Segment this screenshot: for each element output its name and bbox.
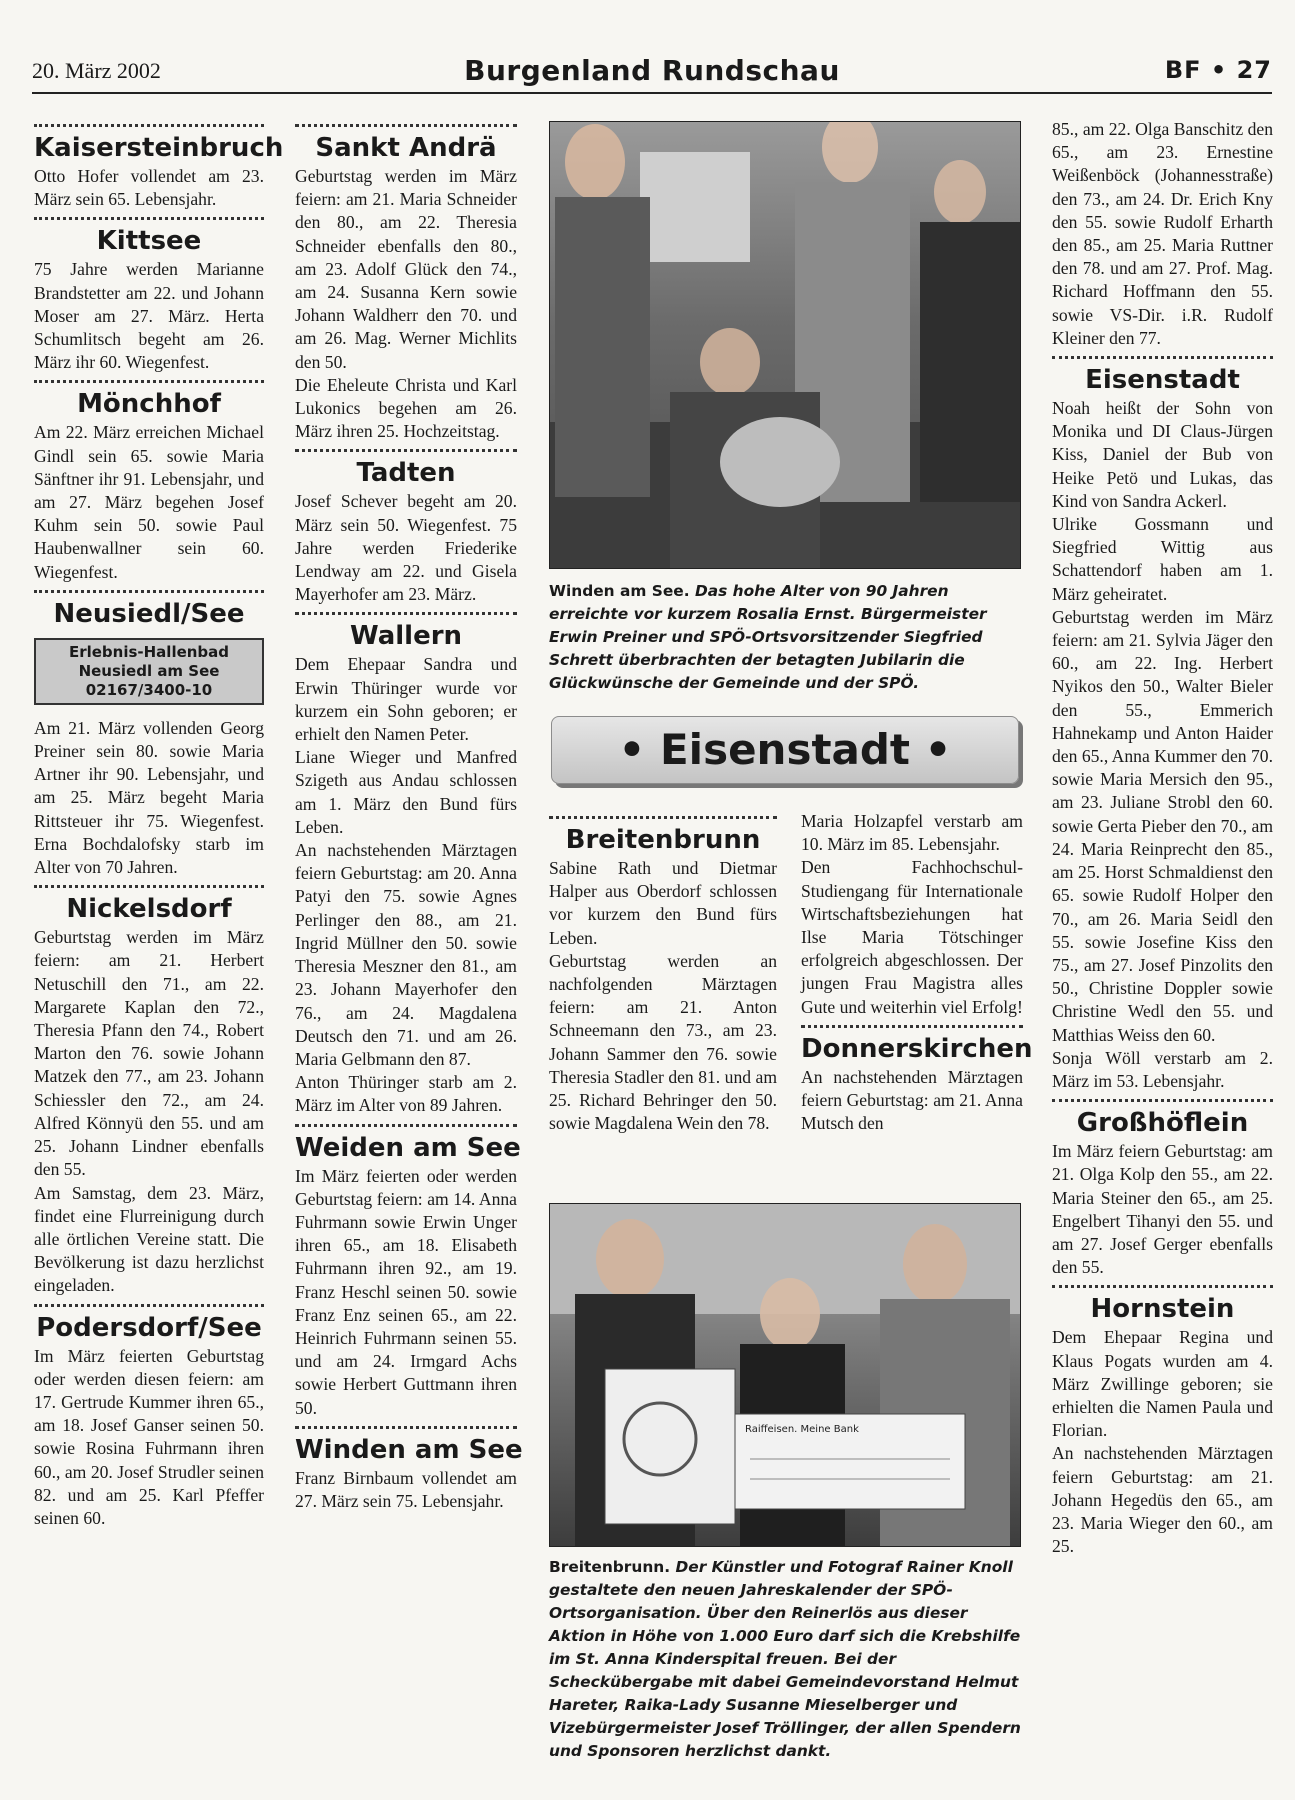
ad-phone: 02167/3400-10 [85,680,213,699]
town-heading: Großhöflein [1076,1108,1249,1139]
column-2 [295,118,523,1513]
divider [295,1124,517,1127]
article-text: Am Samstag, dem 23. März, findet eine Flurreinigung durch alle örtlichen Vereine statt. Die Bevölkerung ist dazu herzlichst eingeladen. [34,1182,264,1296]
article-text: Dem Ehepaar Sandra und Erwin Thüringer wurde vor kurzem ein Sohn geboren; er erhielt den Namen Peter. [295,654,517,745]
person-head [565,124,625,200]
divider [34,590,264,593]
divider [34,885,264,888]
town-heading: Neusiedl/See [53,598,245,629]
flower-bouquet [720,417,840,507]
town-heading: Kaisersteinbruch [34,133,284,163]
article-text: 85., am 22. Olga Banschitz den 65., am 23. Ernestine Weißenböck (Johannesstraße) den 73., am 24. Dr. Erich Kny den 55. sowie Rudolf Erharth den 85., am 25. Maria Ruttner den 78. und am 27. Prof. Mag. Richard Hoffmann den 55. sowie VS-Dir. i.R. Rudolf Kleiner den 77. [1052,119,1273,348]
person-head [822,122,878,183]
photo-caption [549,1556,1023,1763]
article-text: Am 22. März erreichen Michael Gindl sein 65. sowie Maria Sänftner ihr 91. Lebensjahr, und am 27. März begehen Josef Kuhm sein 50. sowie Paul Haubenwallner sein 60. Wiegenfest. [34,422,264,582]
town-heading: Sankt Andrä [315,133,497,163]
divider [34,124,264,127]
article-text: An nachstehenden Märztagen feiern Geburtstag: am 21. Anna Mutsch den [801,1066,1023,1134]
town-heading: Kittsee [96,226,202,257]
person-body [920,222,1020,502]
town-heading: Winden am See [295,1434,523,1465]
divider [295,124,517,127]
article-text: Ulrike Gossmann und Siegfried Wittig aus Schattendorf haben am 1. März geheiratet. [1052,514,1273,604]
town-heading: Weiden am See [295,1132,521,1163]
divider [1052,356,1273,359]
newspaper-title: Burgenland Rundschau [464,54,840,87]
column-4 [801,810,1033,1135]
article-text: Im März feiern Geburtstag: am 21. Olga Kolp den 55., am 22. Maria Steiner den 65., am 25. Engelbert Tihanyi den 55. und am 27. Josef Gerger ebenfalls den 55. [1052,1141,1273,1278]
photo-caption [549,580,1023,695]
article-text: Otto Hofer vollendet am 23. März sein 65. Lebensjahr. [34,166,264,210]
article-text: 75 Jahre werden Marianne Brandstetter am 22. und Johann Moser am 27. März. Herta Schumlitsch begeht am 26. März ihr 60. Wiegenfest. [34,259,264,373]
town-heading: Nickelsdorf [66,894,232,925]
divider [34,1304,264,1307]
column-3 [549,810,777,1135]
article-text: Geburtstag werden im März feiern: am 21. Herbert Netuschill den 71., am 22. Margarete Kaplan den 72., Theresia Pfann den 74., Robert Marton den 76. sowie Johann Matzek den 77., am 23. Johann Schiessler den 72., am 24. Alfred Könnyü den 55. und am 25. Johann Lindner ebenfalls den 55. [34,927,264,1180]
town-heading: Hornstein [1090,1294,1235,1325]
section-banner-eisenstadt: • Eisenstadt • [551,716,1019,784]
article-text: Geburtstag werden im März feiern: am 21. Sylvia Jäger den 60., am 22. Ing. Herbert Nyikos den 50., Walter Bieler den 55., Emmerich Hahnekamp und Anton Haider den 65., Anna Kummer den 70. sowie Maria Mersich den 95., am 23. Juliane Strobl den 60. sowie Gerta Pieber den 70., am 24. Maria Reinprecht den 85., am 25. Horst Schmaldienst den 65. sowie Rudolf Holper den 70., am 26. Maria Seidl den 55. sowie Josefine Kiss den 75., am 27. Josef Pinzolits den 50., Christine Doppler sowie Christine Wedl den 55. und Matthias Weiss den 60. [1052,606,1273,1045]
article-text: Die Eheleute Christa und Karl Lukonics begehen am 26. März ihren 25. Hochzeitstag. [295,374,517,442]
person-head [596,1219,664,1299]
page-header [32,52,1272,94]
town-heading: Podersdorf/See [36,1312,262,1343]
article-text: Geburtstag werden an nachfolgenden Märztagen feiern: am 21. Anton Schneemann den 73., am 23. Johann Sammer den 76. sowie Theresia Stadler den 81. und am 25. Richard Behringer den 50. sowie Magdalena Wein den 78. [549,950,777,1134]
caption-text: Der Künstler und Fotograf Rainer Knoll gestaltete den neuen Jahreskalender der SPÖ-Ortsorganisation. Über den Reinerlös aus dieser Aktion in Höhe von 1.000 Euro darf sich die Krebshilfe im St. Anna Kinderspital freuen. Bei der Scheckübergabe mit dabei Gemeindevorstand Helmut Hareter, Raika-Lady Susanne Mieselberger und Vizebürgermeister Josef Tröllinger, der allen Spendern und Sponsoren herzlichst dankt. [549,1558,1021,1760]
divider [295,1426,517,1429]
article-text: Im März feierten oder werden Geburtstag feiern: am 14. Anna Fuhrmann sowie Erwin Unger ihren 65., am 18. Elisabeth Fuhrmann ihren 92., am 19. Franz Heschl seinen 50. sowie Franz Enz seinen 65., am 22. Heinrich Fuhrmann seinen 55. und am 24. Irmgard Achs sowie Herbert Guttmann ihren 50. [295,1165,517,1418]
ad-line: Erlebnis-Hallenbad [68,642,230,661]
photo-jubilarin [549,121,1021,569]
issue-date: 20. März 2002 [32,58,161,83]
town-heading: Tadten [356,458,456,489]
divider [801,1025,1023,1028]
divider [34,380,264,383]
photo-cheque-handover [549,1203,1021,1547]
article-text: Im März feierten Geburtstag oder werden diesen feiern: am 17. Gertrude Kummer ihren 65., am 18. Josef Ganser seinen 50. sowie Rosina Fuhrmann ihren 60., am 20. Josef Strudler seinen 82. und am 25. Karl Pfeffer seinen 60. [34,1345,264,1528]
person-head [760,1278,820,1350]
cheque-label: Raiffeisen. Meine Bank [745,1424,859,1435]
town-heading: Wallern [349,621,463,652]
divider [549,816,777,819]
divider [34,217,264,220]
article-text: Sabine Rath und Dietmar Halper aus Oberdorf schlossen vor kurzem den Bund fürs Leben. [549,858,777,948]
person-body [555,197,650,497]
town-heading: Eisenstadt [1085,365,1240,396]
divider [1052,1099,1273,1102]
caption-lead: Winden am See. [549,582,690,600]
cabinet [640,152,750,262]
photo-illustration [550,1204,1020,1546]
article-text: Josef Schever begeht am 20. März sein 50. Wiegenfest. 75 Jahre werden Friederike Lendway am 22. und Gisela Mayerhofer am 23. März. [295,491,517,605]
town-heading: Breitenbrunn [565,825,761,855]
ad-line: Neusiedl am See [78,661,220,680]
photo-illustration [550,122,1020,568]
column-5 [1052,118,1273,1558]
article-text: Anton Thüringer starb am 2. März im Alter von 89 Jahren. [295,1072,517,1116]
caption-lead: Breitenbrunn. [549,1558,671,1576]
article-text: Maria Holzapfel verstarb am 10. März im 85. Lebensjahr. [801,811,1023,855]
article-text: Noah heißt der Sohn von Monika und DI Claus-Jürgen Kiss, Daniel der Bub von Heike Petö und Lukas, das Kind von Sandra Ackerl. [1052,398,1273,511]
article-text: Am 21. März vollenden Georg Preiner sein 80. sowie Maria Artner ihr 90. Lebensjahr, und am 25. März begeht Maria Rittsteuer ihr 75. Wiegenfest. Erna Bochdalofsky starb im Alter von 70 Jahren. [34,717,264,878]
divider [1052,1285,1273,1288]
article-text: Dem Ehepaar Regina und Klaus Pogats wurden am 4. März Zwillinge geboren; sie erhielten die Namen Paula und Florian. [1052,1327,1273,1441]
article-text: Liane Wieger und Manfred Szigeth aus Andau schlossen am 1. März den Bund fürs Leben. [295,747,517,837]
article-text: Geburtstag werden im März feiern: am 21. Maria Schneider den 80., am 22. Theresia Schneider ebenfalls den 80., am 23. Adolf Glück den 74., am 24. Susanna Kern sowie Johann Waldherr den 70. und am 26. Mag. Werner Michlits den 50. [295,166,517,372]
article-text: An nachstehenden Märztagen feiern Geburtstag: am 20. Anna Patyi den 75. sowie Agnes Perlinger den 88., am 21. Ingrid Müllner den 50. sowie Theresia Meszner den 81., am 23. Johann Mayerhofer den 76., am 24. Magdalena Deutsch den 71. und am 26. Maria Gelbmann den 87. [295,840,517,1069]
article-text: An nachstehenden Märztagen feiern Geburtstag: am 21. Johann Hegedüs den 65., am 23. Maria Wieger den 60., am 25. [1052,1443,1273,1557]
column-1 [34,118,284,1530]
person-head [903,1224,967,1304]
divider [295,449,517,452]
divider [295,612,517,615]
article-text: Franz Birnbaum vollendet am 27. März sein 75. Lebensjahr. [295,1467,517,1511]
person-head [700,328,760,396]
article-text: Sonja Wöll verstarb am 2. März im 53. Lebensjahr. [1052,1047,1273,1091]
article-text: Den Fachhochschul-Studiengang für Internationale Wirtschaftsbeziehungen hat Ilse Maria Tötschinger erfolgreich abgeschlossen. Der jungen Frau Magistra alles Gute und weiterhin viel Erfolg! [801,857,1023,1017]
page-number: BF • 27 [1164,56,1272,84]
town-heading: Donnerskirchen [801,1033,1033,1064]
town-heading: Mönchhof [77,389,221,420]
person-head [934,160,986,224]
caption-text: Das hohe Alter von 90 Jahren erreichte vor kurzem Rosalia Ernst. Bürgermeister Erwin Preiner und SPÖ-Ortsvorsitzender Siegfried Schrett überbrachten der betagten Jubilarin die Glückwünsche der Gemeinde und der SPÖ. [549,582,987,692]
ad-box [34,638,264,705]
